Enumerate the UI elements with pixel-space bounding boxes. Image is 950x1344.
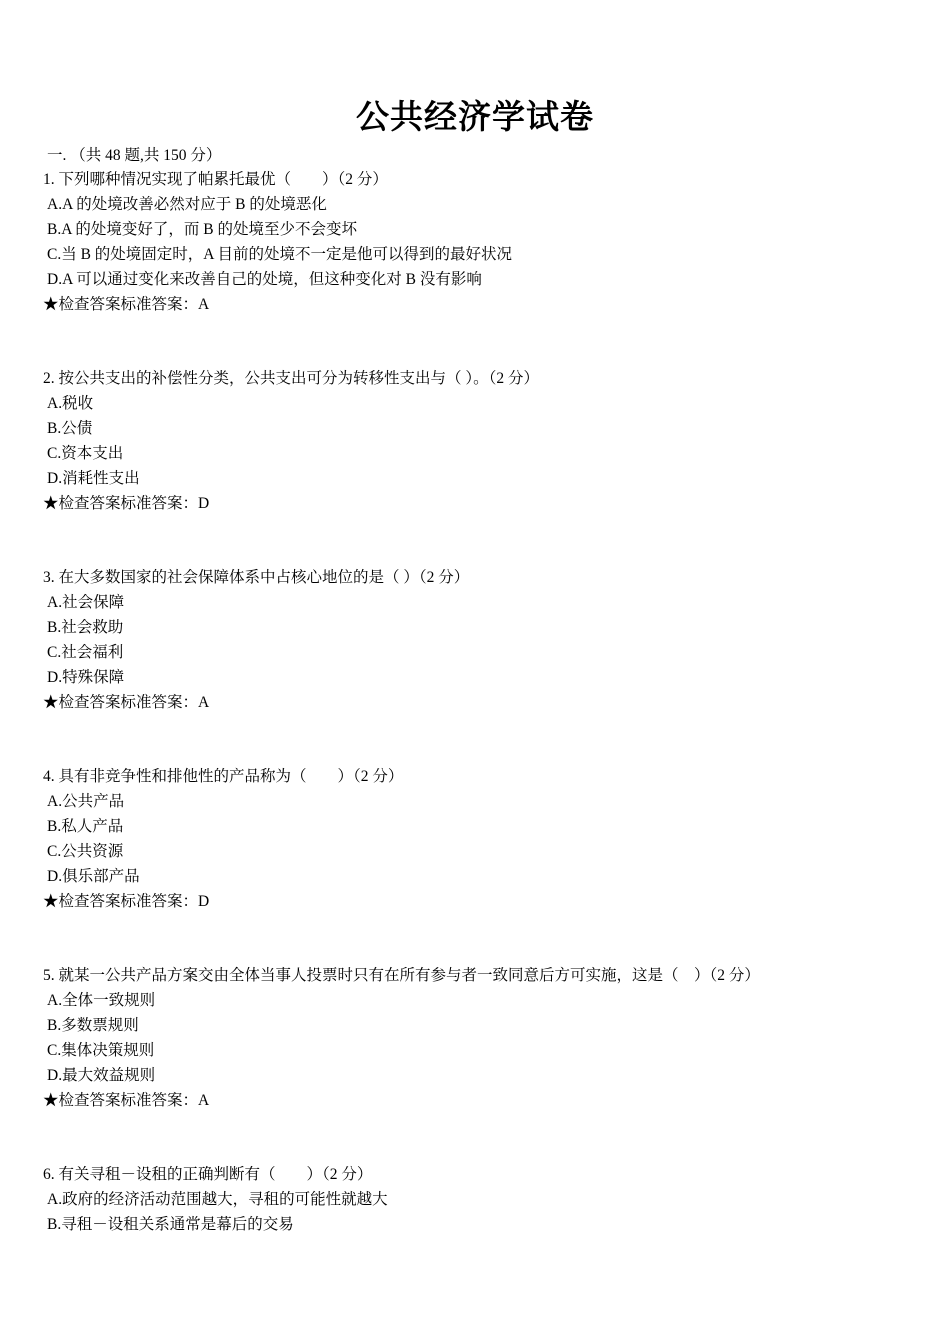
question-1: [43, 167, 923, 317]
option-c: C.社会福利: [47, 644, 124, 661]
question-6: [43, 1162, 923, 1237]
answer-line: ★检查答案标准答案：A: [43, 296, 210, 313]
option-a: A.社会保障: [47, 594, 125, 611]
option-c: C.当 B 的处境固定时，A 目前的处境不一定是他可以得到的最好状况: [47, 246, 513, 263]
question-stem: 3. 在大多数国家的社会保障体系中占核心地位的是（ ）（2 分）: [43, 569, 470, 586]
option-b: B.社会救助: [47, 619, 124, 636]
option-a: A.公共产品: [47, 793, 125, 810]
option-b: B.私人产品: [47, 818, 124, 835]
page-title: 公共经济学试卷: [356, 100, 594, 136]
option-d: D.消耗性支出: [47, 470, 140, 487]
option-b: B.寻租－设租关系通常是幕后的交易: [47, 1216, 294, 1233]
answer-line: ★检查答案标准答案：A: [43, 694, 210, 711]
option-b: B.A 的处境变好了，而 B 的处境至少不会变坏: [47, 221, 358, 238]
option-a: A.A 的处境改善必然对应于 B 的处境恶化: [47, 196, 327, 213]
question-5: [43, 963, 923, 1113]
question-2: [43, 366, 923, 516]
question-stem: 5. 就某一公共产品方案交由全体当事人投票时只有在所有参与者一致同意后方可实施，这是（ ）（2 分）: [43, 967, 760, 984]
option-b: B.多数票规则: [47, 1017, 139, 1034]
question-stem: 4. 具有非竞争性和排他性的产品称为（ ）（2 分）: [43, 768, 404, 785]
option-c: C.公共资源: [47, 843, 124, 860]
option-d: D.俱乐部产品: [47, 868, 140, 885]
option-d: D.特殊保障: [47, 669, 125, 686]
option-b: B.公债: [47, 420, 93, 437]
question-stem: 6. 有关寻租－设租的正确判断有（ ）（2 分）: [43, 1166, 373, 1183]
option-c: C.集体决策规则: [47, 1042, 155, 1059]
option-c: C.资本支出: [47, 445, 124, 462]
section-heading: 一. （共 48 题,共 150 分）: [47, 147, 222, 164]
question-3: [43, 565, 923, 715]
option-a: A.政府的经济活动范围越大，寻租的可能性就越大: [47, 1191, 388, 1208]
answer-line: ★检查答案标准答案：D: [43, 893, 210, 910]
option-d: D.最大效益规则: [47, 1067, 156, 1084]
option-a: A.税收: [47, 395, 94, 412]
answer-line: ★检查答案标准答案：D: [43, 495, 210, 512]
answer-line: ★检查答案标准答案：A: [43, 1092, 210, 1109]
option-d: D.A 可以通过变化来改善自己的处境，但这种变化对 B 没有影响: [47, 271, 482, 288]
question-stem: 1. 下列哪种情况实现了帕累托最优（ ）（2 分）: [43, 171, 388, 188]
option-a: A.全体一致规则: [47, 992, 156, 1009]
question-stem: 2. 按公共支出的补偿性分类，公共支出可分为转移性支出与（ ）。（2 分）: [43, 370, 540, 387]
question-4: [43, 764, 923, 914]
